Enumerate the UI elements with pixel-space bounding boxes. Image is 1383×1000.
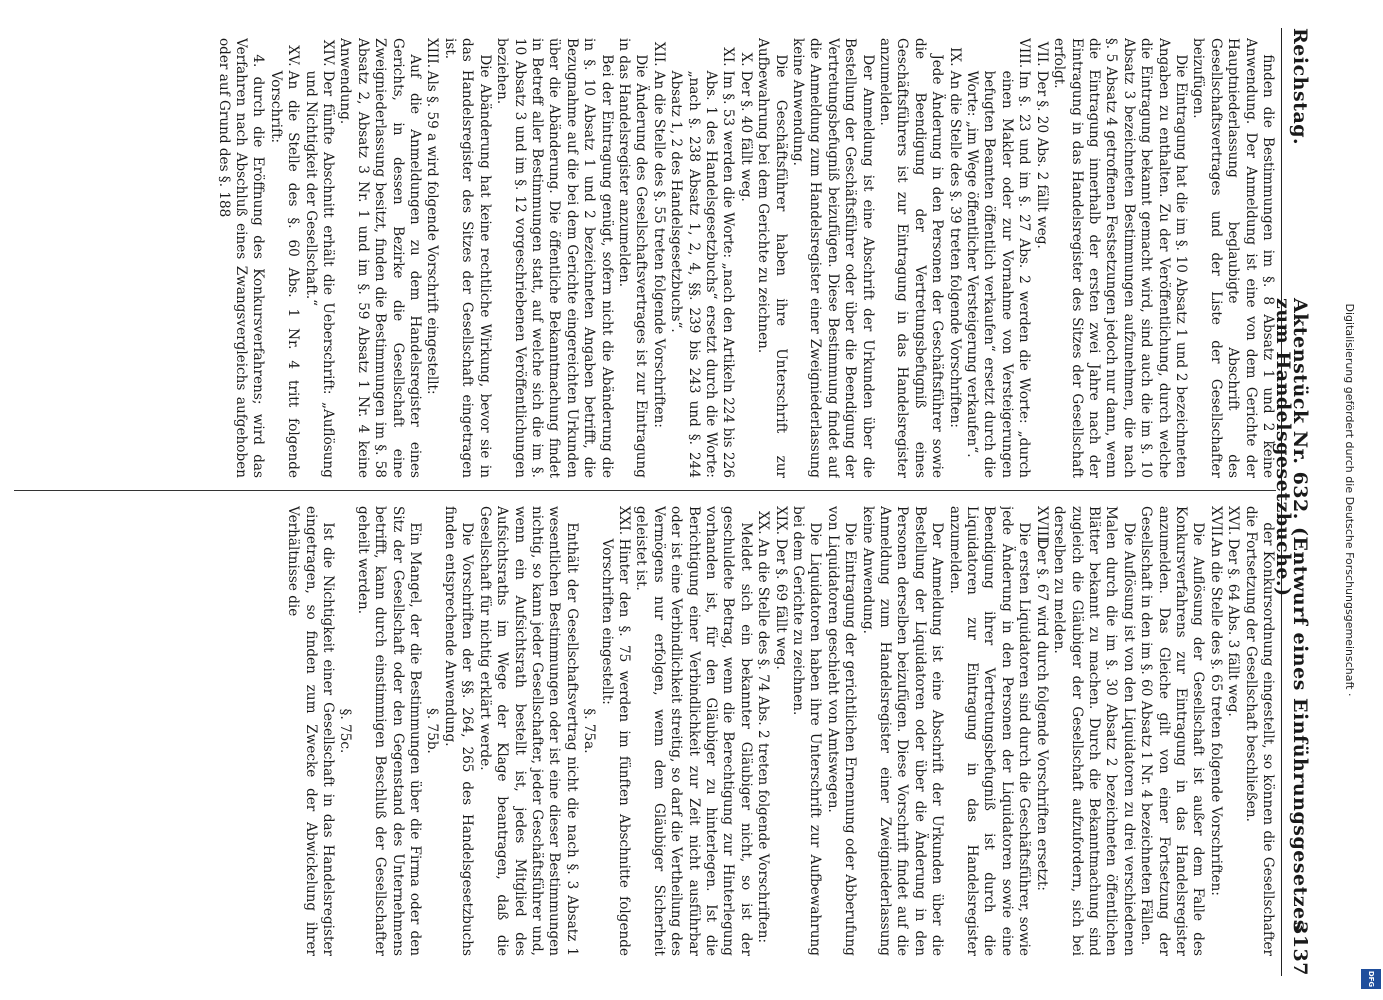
paragraph-text: Der Anmeldung ist eine Abschrift der Urkunden über die Bestellung der Geschäftsführer oder über die Beendigung der Vertretungsbefugniß beizufügen. Diese Bestimmung findet auf die Anmeldung zum Handelsregister einer Zweigniederlassung keine Anwendung. bbox=[790, 38, 876, 478]
paragraph bbox=[423, 506, 440, 956]
footer-text: Digitalisierung gefördert durch die Deutsche Forschungsgemeinschaft · bbox=[1343, 303, 1356, 697]
paragraph-text: Die Liquidatoren haben ihre Unterschrift zur Aufbewahrung bei dem Gerichte zu zeichnen. bbox=[790, 506, 824, 956]
right-column bbox=[14, 506, 1276, 956]
paragraph bbox=[493, 38, 615, 478]
paragraph bbox=[214, 38, 266, 478]
paragraph bbox=[632, 506, 754, 956]
paragraph bbox=[789, 506, 824, 956]
paragraph bbox=[336, 38, 423, 478]
paragraph bbox=[597, 506, 632, 956]
paragraph bbox=[580, 506, 597, 956]
paragraph-text: Der fünfte Abschnitt erhält die Ueberschrift: „Auflösung und Nichtigkeit der Gesellschaft.“ bbox=[302, 70, 337, 478]
paragraph bbox=[858, 506, 945, 956]
paragraph-text: An die Stelle des §. 55 treten folgende Vorschriften: bbox=[650, 70, 667, 428]
paragraph-text: Jede Änderung in den Personen der Geschäftsführer sowie die Beendigung der Vertretungsbefugniß eines Geschäftsführers ist zur Eintragung in das Handelsregister anzumelden. bbox=[877, 38, 946, 478]
section-number: XIX. bbox=[772, 506, 789, 536]
paragraph bbox=[876, 38, 946, 478]
paragraph bbox=[266, 38, 301, 478]
paragraph bbox=[945, 38, 962, 478]
paragraph bbox=[945, 506, 1032, 956]
paragraph bbox=[284, 506, 336, 956]
paragraph-text: Ist die Nichtigkeit einer Gesellschaft in das Handelsregister eingetragen, so finden zum Zwecke der Abwickelung ihrer Verhältnisse die bbox=[285, 506, 337, 956]
paragraph bbox=[667, 38, 737, 478]
paragraph-text: 4. durch die Eröffnung des Konkursverfahrens; wird das Verfahren nach Abschluß eines Zwangsvergleichs aufgehoben oder auf Grund des §. 188 bbox=[215, 38, 267, 478]
paragraph-text: Die ersten Liquidatoren sind durch die Geschäftsführer, sowie jede Änderung in den Personen der Liquidatoren sowie eine Beendigung ihrer Vertretungsbefugniß ist durch die Liquidatoren zur Eintragung in das Handelsregister anzumelden. bbox=[946, 506, 1033, 956]
paragraph bbox=[649, 38, 666, 478]
column-divider bbox=[14, 490, 1276, 491]
paragraph bbox=[423, 38, 440, 478]
paragraph-text: Hinter den §. 75 werden im fünften Abschnitte folgende Vorschriften eingestellt: bbox=[598, 538, 632, 956]
paragraph-text: Die Änderung des Gesellschaftsvertrages ist zur Eintragung in das Handelsregister anzumelden. bbox=[615, 38, 650, 478]
section-number: XVIII. bbox=[1033, 506, 1050, 546]
paragraph-text: Die Vorschriften der §§. 264, 265 des Handelsgesetzbuchs finden entsprechende Anwendung. bbox=[441, 506, 476, 956]
paragraph-text: An die Stelle des §. 65 treten folgende Vorschriften: bbox=[1207, 538, 1224, 896]
paragraph bbox=[963, 38, 1033, 478]
paragraph bbox=[789, 38, 876, 478]
paragraph-text: Die Auflösung der Gesellschaft ist außer dem Falle des Konkursverfahrens zur Eintragung in das Handelsregister anzumelden. Das Gleiche gilt von einer Fortsetzung der Gesellschaft in den im §. 60 Absatz 1 Nr. 4 bezeichneten Fällen. bbox=[1138, 506, 1207, 956]
header-title: Aktenstück Nr. 632. (Entwurf eines Einführungsgesetzes zum Handelsgesetzbuche.) bbox=[1271, 298, 1311, 931]
paragraph-text: Die Auflösung ist von den Liquidatoren zu drei verschiedenen Malen durch die im §. 30 Absatz 2 bezeichneten öffentlichen Blätter bekannt zu machen. Durch die Bekanntmachung sind zugleich die Gläubiger der Gesellschaft aufzufordern, sich bei derselben zu melden. bbox=[1051, 506, 1137, 956]
paragraph-text: Im §. 53 werden die Worte: „nach den Artikeln 224 bis 226 Abs. 1 des Handelsgesetzbuchs“ ersetzt durch die Worte: „nach §. 238 Absatz 1, 2, 4, §§. 239 bis 243 und §. 244 Absatz 1, 2 des Handelsgesetzbuchs“. bbox=[668, 70, 737, 478]
paragraph bbox=[301, 38, 336, 478]
paragraph-text: Als §. 59 a wird folgende Vorschrift eingestellt: bbox=[424, 70, 441, 395]
section-number: XIII. bbox=[424, 38, 441, 69]
paragraph-text: Die Abänderung hat keine rechtliche Wirkung, bevor sie in das Handelsregister des Sitzes der Gesellschaft eingetragen ist. bbox=[441, 38, 493, 478]
dfg-logo bbox=[1360, 968, 1382, 990]
section-number: X. bbox=[737, 52, 754, 67]
paragraph-text: §. 75a. bbox=[581, 708, 598, 754]
section-number: XVII. bbox=[1207, 506, 1224, 541]
section-number: XI. bbox=[720, 47, 737, 67]
paragraph bbox=[736, 38, 753, 478]
paragraph bbox=[1032, 506, 1049, 956]
page-number: 3137 bbox=[1289, 921, 1311, 976]
paragraph-text: Der §. 64 Abs. 3 fällt weg. bbox=[1225, 538, 1242, 717]
section-number: XII. bbox=[650, 41, 667, 67]
paragraph-text: An die Stelle des §. 60 Abs. 1 Nr. 4 tritt folgende Vorschrift: bbox=[267, 70, 302, 478]
paragraph bbox=[1032, 38, 1049, 478]
paragraph-text: Die Geschäftsführer haben ihre Unterschrift zur Aufbewahrung bei dem Gerichte zu zeichnen. bbox=[755, 38, 789, 478]
section-number: XVI. bbox=[1225, 506, 1242, 536]
paragraph bbox=[441, 506, 476, 956]
paragraph bbox=[353, 506, 423, 956]
section-number: XXI. bbox=[615, 506, 632, 536]
paragraph-text: der Konkursordnung eingestellt, so können die Gesellschafter die Fortsetzung der Gesellschaft beschließen. bbox=[1242, 506, 1276, 956]
section-number: XX. bbox=[755, 510, 772, 535]
paragraph-text: An die Stelle des §. 74 Abs. 2 treten folgende Vorschriften: bbox=[755, 538, 772, 944]
paragraph-text: Die Eintragung der gerichtlichen Ernennung oder Abberufung von Liquidatoren geschieht von Amtswegen. bbox=[824, 506, 859, 956]
paragraph bbox=[615, 38, 650, 478]
section-number: XIV. bbox=[320, 39, 337, 67]
paragraph-text: Der §. 40 fällt weg. bbox=[737, 70, 754, 202]
paragraph bbox=[823, 506, 858, 956]
paragraph-text: Der §. 69 fällt weg. bbox=[772, 538, 789, 670]
paragraph-text: finden die Bestimmungen im §. 8 Absatz 1 und 2 keine Anwendung. Der Anmeldung ist eine von dem Gerichte der Hauptniederlassung beglaubigte Abschrift des Gesellschaftsvertrages und der Liste der Gesellschafter beizufügen. bbox=[1190, 38, 1276, 478]
paragraph bbox=[1050, 38, 1189, 478]
header-left: Reichstag. bbox=[1289, 28, 1311, 146]
paragraph bbox=[754, 506, 771, 956]
section-number: XV. bbox=[285, 45, 302, 67]
section-number: IX. bbox=[946, 47, 963, 67]
paragraph-text: §. 75b. bbox=[424, 708, 441, 754]
section-number: VII. bbox=[1033, 41, 1050, 67]
section-number: VIII. bbox=[1016, 38, 1033, 69]
paragraph-text: Auf die Anmeldungen zu dem Handelsregister eines Gerichts, in dessen Bezirke die Gesellschaft eine Zweigniederlassung besitzt, finden die Bestimmungen im §. 58 Absatz 2, Absatz 3 Nr. 1 und im §. 59 Absatz 1 Nr. 4 keine Anwendung. bbox=[337, 38, 424, 478]
page-header bbox=[1271, 28, 1312, 976]
dfg-logo-icon bbox=[1360, 968, 1382, 990]
paragraph bbox=[1224, 506, 1241, 956]
paragraph-text: §. 75c. bbox=[337, 708, 354, 754]
dfg-logo-text: DFG bbox=[1367, 970, 1375, 988]
paragraph bbox=[441, 38, 493, 478]
paragraph-text: Bei der Eintragung genügt, sofern nicht die Abänderung die in §. 10 Absatz 1 und 2 bezeichneten Angaben betrifft, die Bezugnahme auf die bei dem Gerichte eingereichten Urkunden über die Abänderung. Die öffentliche Bekanntmachung findet in Betreff aller Bestimmungen statt, auf welche sich die im §. 10 Absatz 3 und im §. 12 vorgeschriebenen Veröffentlichungen beziehen. bbox=[494, 38, 615, 478]
paragraph bbox=[1189, 38, 1276, 478]
paragraph-text: Der §. 67 wird durch folgende Vorschriften ersetzt: bbox=[1033, 538, 1050, 892]
paragraph-text: Der Anmeldung ist eine Abschrift der Urkunden über die Bestellung der Liquidatoren oder über die Änderung in den Personen derselben beizufügen. Diese Vorschrift findet auf die Anmeldung zum Handelsregister einer Zweigniederlassung keine Anwendung. bbox=[859, 506, 946, 956]
paragraph-text: Ein Mangel, der die Bestimmungen über die Firma oder den Sitz der Gesellschaft oder den Gegenstand des Unternehmens betrifft, kann durch einstimmigen Beschluß der Gesellschafter geheilt werden. bbox=[354, 506, 424, 956]
paragraph bbox=[1137, 506, 1207, 956]
paragraph bbox=[1050, 506, 1137, 956]
paragraph bbox=[475, 506, 579, 956]
paragraph-text: Meldet sich ein bekannter Gläubiger nicht, so ist der geschuldete Betrag, wenn die Berechtigung zur Hinterlegung vorhanden ist, für den Gläubiger zu hinterlegen. Ist die Berichtigung einer Verbindlichkeit zur Zeit nicht ausführbar oder ist eine Verbindlichkeit streitig, so darf die Vertheilung des Vermögens nur erfolgen, wenn dem Gläubiger Sicherheit geleistet ist. bbox=[633, 506, 754, 956]
paragraph-text: Enthält der Gesellschaftsvertrag nicht die nach §. 3 Absatz 1 wesentlichen Bestimmungen oder ist eine dieser Bestimmungen nichtig, so kann jeder Gesellschafter, jeder Geschäftsführer und, wenn ein Aufsichtsrath bestellt ist, jedes Mitglied des Aufsichtsraths im Wege der Klage beantragen, daß die Gesellschaft für nichtig erklärt werde. bbox=[476, 506, 580, 956]
left-column bbox=[14, 38, 1276, 478]
paragraph-text: Im §. 23 und im §. 27 Abs. 2 werden die Worte: „durch einen Makler oder zur Vornahme von Versteigerungen befugten Beamten öffentlich verkaufen“ ersetzt durch die Worte: „im Wege öffentlicher Versteigerung verkaufen“. bbox=[964, 70, 1033, 478]
paragraph bbox=[336, 506, 353, 956]
paragraph-text: Der §. 20 Abs. 2 fällt weg. bbox=[1033, 70, 1050, 249]
paragraph bbox=[754, 38, 789, 478]
paragraph bbox=[771, 506, 788, 956]
paragraph-text: An die Stelle des §. 39 treten folgende Vorschriften: bbox=[946, 70, 963, 428]
paragraph bbox=[1241, 506, 1276, 956]
paragraph bbox=[1206, 506, 1223, 956]
digitization-footer bbox=[1338, 0, 1360, 1000]
paragraph-text: Die Eintragung hat die im §. 10 Absatz 1 und 2 bezeichneten Angaben zu enthalten. Zu der Veröffentlichung, durch welche die Eintragung bekannt gemacht wird, sind auch die im §. 10 Absatz 3 bezeichneten Bestimmungen aufzunehmen, die nach §. 5 Absatz 4 getroffenen Festsetzungen jedoch nur dann, wenn die Eintragung innerhalb der ersten zwei Jahre nach der Eintragung in das Handelsregister des Sitzes der Gesellschaft erfolgt. bbox=[1051, 38, 1189, 478]
